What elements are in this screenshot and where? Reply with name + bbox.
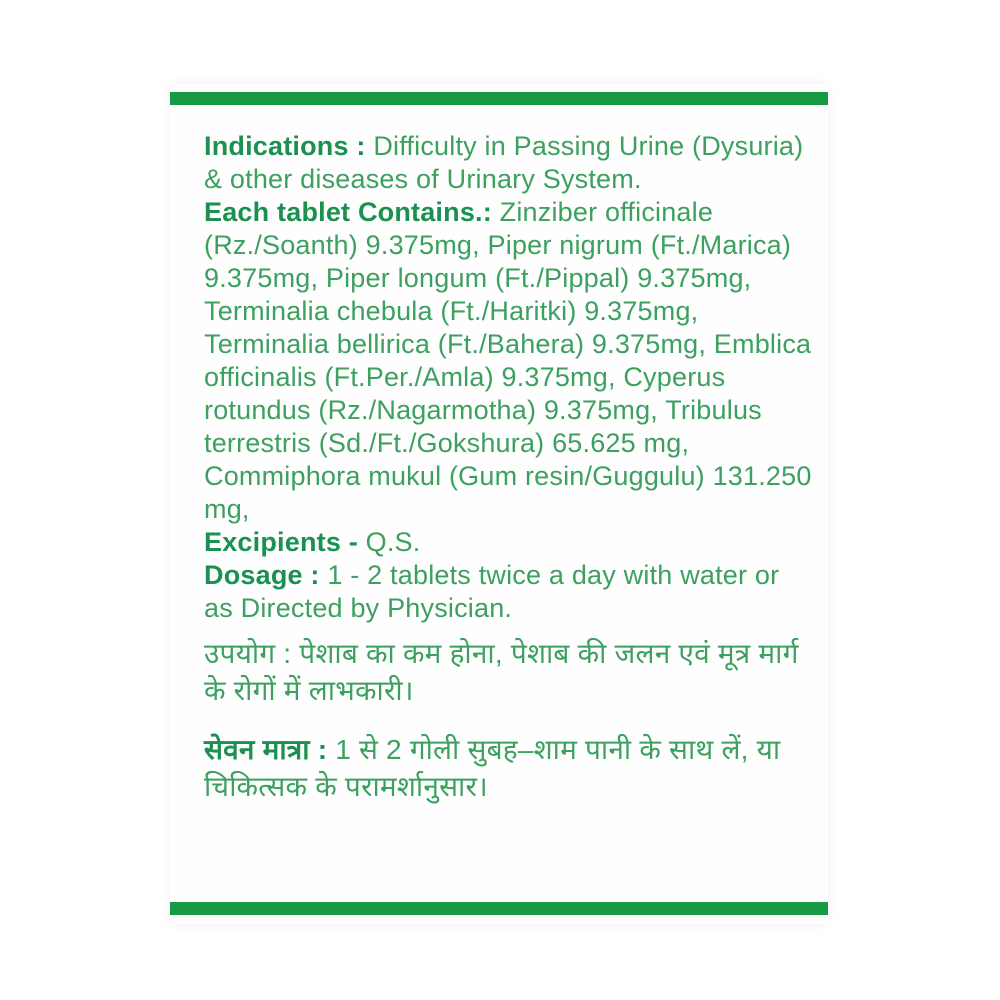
section-heading: सेवन मात्रा : (204, 734, 336, 765)
bottom-accent-bar (170, 902, 828, 915)
top-accent-bar (170, 92, 828, 105)
paragraph-indications (204, 130, 812, 196)
section-heading: Dosage : (204, 560, 328, 590)
section-text: Difficulty in Passing Urine (Dysuria) & other diseases of Urinary System. (204, 131, 804, 194)
paragraph-composition (204, 196, 812, 526)
paragraph-dosage (204, 559, 812, 625)
paragraph-excipients (204, 526, 812, 559)
section-text: 1 - 2 tablets twice a day with water or as Directed by Physician. (204, 560, 780, 623)
label-text (204, 130, 812, 805)
paragraph-usage-hindi (204, 635, 812, 709)
label-card (170, 84, 828, 924)
section-text: Q.S. (365, 527, 421, 557)
section-heading: Excipients - (204, 527, 366, 557)
section-heading: Indications : (204, 131, 374, 161)
paragraph-dosage-hindi (204, 731, 812, 805)
section-text: उपयोग : पेशाब का कम होना, पेशाब की जलन एवं मूत्र मार्ग के रोगों में लाभकारी। (204, 638, 799, 706)
section-text: 1 से 2 गोली सुबह–शाम पानी के साथ लें, या चिकित्सक के परामर्शानुसार। (204, 734, 781, 802)
section-heading: Each tablet Contains.: (204, 197, 500, 227)
section-text: Zinziber officinale (Rz./Soanth) 9.375mg, Piper nigrum (Ft./Marica) 9.375mg, Piper longum (Ft./Pippal) 9.375mg, Terminalia chebula (Ft./Haritki) 9.375mg, Terminalia bellirica (Ft./Bahera) 9.375mg, Emblica officinalis (Ft.Per./Amla) 9.375mg, Cyperus rotundus (Rz./Nagarmotha) 9.375mg, Tribulus terrestris (Sd./Ft./Gokshura) 65.625 mg, Commiphora mukul (Gum resin/Guggulu) 131.250 mg, (204, 197, 812, 524)
